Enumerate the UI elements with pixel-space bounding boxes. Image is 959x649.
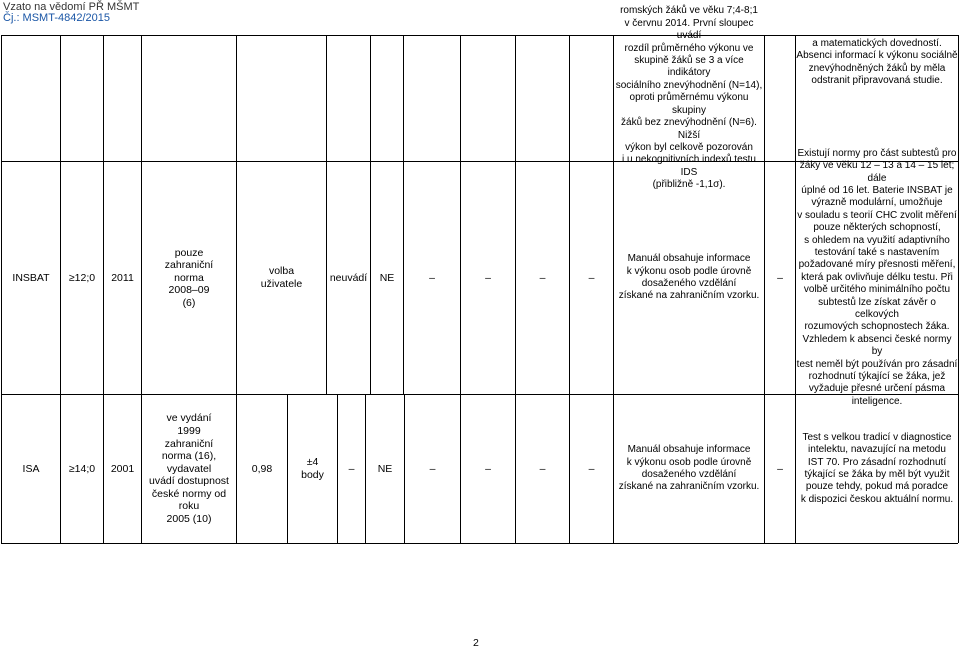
table-top-border [1,35,958,36]
dash: – [348,462,355,475]
dash-cell [765,395,795,543]
dash-cell [405,395,460,543]
test-name: INSBAT [12,271,50,284]
norms-info: ve vydání 1999 zahraniční norma (16), vydavatel uvádí dostupnost české normy od roku 2005 (10) [149,412,229,526]
dash: – [485,462,491,475]
page-number: 2 [473,637,479,649]
dash-cell [516,162,569,394]
norms-cell [142,162,236,394]
dash: – [539,271,546,284]
dash: – [429,271,435,284]
ne-value: NE [379,271,395,284]
continued-note: a matematických dovedností. Absenci informací k výkonu sociálně znevýhodněných žáků by měla odstranit připravovaná studie. [796,38,958,87]
reliability-value: volba uživatele [260,265,303,290]
dash: – [777,462,783,475]
dash: – [588,462,595,475]
test-name-insbat [2,162,60,394]
dash: – [588,271,595,284]
manual-info-cell [614,395,764,543]
age-cell [61,162,103,394]
table-bottom-border [1,543,958,544]
dash-cell [765,162,795,394]
approval-note: Vzato na vědomí PŘ MŠMT [3,1,140,13]
ne-value: NE [377,462,393,475]
manual-info-cell [614,162,764,394]
reliability-value: 0,98 [251,462,273,475]
sem-cell [327,162,370,394]
sem-value: neuvádí [329,271,368,284]
year-cell [104,162,141,394]
sem-value: ±4 body [301,456,324,481]
test-name-isa [2,395,60,543]
test-name: ISA [22,462,40,475]
dash-cell [461,162,515,394]
comment-cell [796,147,958,407]
comment-cell [796,395,958,543]
reliability-cell [237,395,287,543]
age-range: ≥14;0 [68,462,96,475]
reliability-cell [237,162,326,394]
continued-note-cell [796,38,958,161]
manual-info: Manuál obsahuje informace k výkonu osob podle úrovně dosaženého vzdělání získané na zahraničním vzorku. [618,253,760,302]
continued-text: romských žáků ve věku 7;4-8;1 v červnu 2014. První sloupec uvádí rozdíl průměrného výkonu ve skupině žáků se 3 a více indikátory sociálního znevýhodnění (N=14), oproti průměrnému výkonu skupiny žáků bez znevýhodnění (N=6). Nižší výkon byl celkově pozorován i u nekognitivních indexů testu IDS (přibližně -1,1σ). [615,5,763,191]
publication-year: 2011 [111,271,134,284]
dash-cell [570,395,613,543]
dash-cell [338,395,365,543]
year-cell [104,395,141,543]
norms-cell [142,395,236,543]
comment-text: Existují normy pro část subtestů pro žáky ve věku 12 – 13 a 14 – 15 let; dále úplné od 16 let. Baterie INSBAT je výrazně modulární, umožňuje v souladu s teorií CHC zvolit měření pouze některých schopností, s ohledem na využití adaptivního testování také s nastavením požadované míry přesnosti měření, která pak ovlivňuje délku testu. Při volbě určitého minimálního počtu subtestů lze získat závěr o celkových rozumových schopnostech žáka. Vzhledem k absenci české normy by test neměl být používán pro zásadní rozhodnutí týkající se žáka, jež vyžaduje přesné určení pásma inteligence. [796,147,958,407]
manual-info: Manuál obsahuje informace k výkonu osob podle úrovně dosaženého vzdělání získané na zahraničním vzorku. [618,444,760,493]
age-cell [61,395,103,543]
ne-cell [366,395,404,543]
dash: – [429,462,436,475]
ne-cell [371,162,403,394]
continued-text-cell [614,5,764,191]
sem-cell [288,395,337,543]
dash-cell [516,395,569,543]
dash-cell [404,162,460,394]
dash: – [539,462,546,475]
dash: – [485,271,491,284]
norms-info: pouze zahraniční norma 2008–09 (6) [164,246,214,309]
reference-number: Čj.: MSMT-4842/2015 [3,12,110,24]
dash-cell [570,162,613,394]
dash: – [777,271,783,284]
publication-year: 2001 [110,462,135,475]
comment-text: Test s velkou tradicí v diagnostice intelektu, navazující na metodu IST 70. Pro zásadní rozhodnutí týkající se žáka by měl být využit pouze tehdy, pokud má poradce k dispozici českou aktuální normu. [800,431,954,505]
dash-cell [461,395,515,543]
age-range: ≥12;0 [68,271,96,284]
